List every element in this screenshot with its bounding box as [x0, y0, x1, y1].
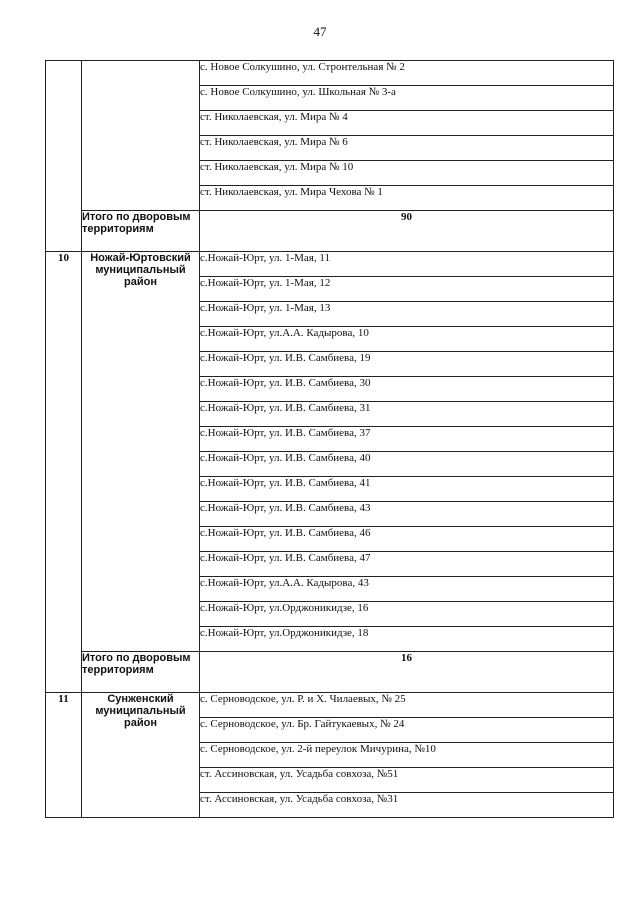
address-cell: с.Ножай-Юрт, ул. 1-Мая, 13 — [200, 302, 614, 327]
table-body — [46, 61, 614, 818]
address-cell: с.Ножай-Юрт, ул. И.В. Самбиева, 31 — [200, 402, 614, 427]
address-cell: с.Ножай-Юрт, ул. И.В. Самбиева, 30 — [200, 377, 614, 402]
address-cell: с.Ножай-Юрт, ул. И.В. Самбиева, 40 — [200, 452, 614, 477]
address-cell: с. Серноводское, ул. 2-й переулок Мичурина, №10 — [200, 743, 614, 768]
district-cell — [82, 61, 200, 211]
table-row — [46, 693, 614, 718]
number-cell — [46, 61, 82, 252]
total-row — [46, 211, 614, 252]
address-cell: с. Серноводское, ул. Бр. Гайтукаевых, № 24 — [200, 718, 614, 743]
address-cell: с.Ножай-Юрт, ул.А.А. Кадырова, 10 — [200, 327, 614, 352]
total-label: Итого по дворовым территориям — [82, 211, 200, 252]
table-row — [46, 252, 614, 277]
address-cell: с.Ножай-Юрт, ул. И.В. Самбиева, 37 — [200, 427, 614, 452]
row-number: 10 — [46, 252, 82, 693]
address-cell: ст. Николаевская, ул. Мира № 6 — [200, 136, 614, 161]
address-cell: с.Ножай-Юрт, ул. 1-Мая, 11 — [200, 252, 614, 277]
address-cell: ст. Николаевская, ул. Мира № 4 — [200, 111, 614, 136]
address-cell: с.Ножай-Юрт, ул. И.В. Самбиева, 41 — [200, 477, 614, 502]
address-cell: ст. Ассиновская, ул. Усадьба совхоза, №51 — [200, 768, 614, 793]
district-name: Ножай-Юртовский муниципальный район — [82, 252, 200, 652]
address-cell: с.Ножай-Юрт, ул. 1-Мая, 12 — [200, 277, 614, 302]
total-value: 90 — [200, 211, 614, 252]
address-cell: с.Ножай-Юрт, ул.А.А. Кадырова, 43 — [200, 577, 614, 602]
total-value: 16 — [200, 652, 614, 693]
address-table — [45, 60, 614, 818]
address-cell: с.Ножай-Юрт, ул. И.В. Самбиева, 47 — [200, 552, 614, 577]
address-cell: с.Ножай-Юрт, ул. И.В. Самбиева, 43 — [200, 502, 614, 527]
row-number: 11 — [46, 693, 82, 818]
address-cell: с. Серноводское, ул. Р. и Х. Чилаевых, № 25 — [200, 693, 614, 718]
total-label: Итого по дворовым территориям — [82, 652, 200, 693]
address-cell: ст. Николаевская, ул. Мира Чехова № 1 — [200, 186, 614, 211]
total-row — [46, 652, 614, 693]
address-cell: с.Ножай-Юрт, ул.Орджоникидзе, 16 — [200, 602, 614, 627]
address-cell: с.Ножай-Юрт, ул.Орджоникидзе, 18 — [200, 627, 614, 652]
page-number: 47 — [313, 24, 327, 39]
table-row — [46, 61, 614, 86]
address-cell: с.Ножай-Юрт, ул. И.В. Самбиева, 46 — [200, 527, 614, 552]
district-name: Сунженский муниципальный район — [82, 693, 200, 818]
address-cell: ст. Ассиновская, ул. Усадьба совхоза, №31 — [200, 793, 614, 818]
address-cell: с.Ножай-Юрт, ул. И.В. Самбиева, 19 — [200, 352, 614, 377]
address-cell: с. Новое Солкушино, ул. Школьная № 3-а — [200, 86, 614, 111]
address-cell: с. Новое Солкушино, ул. Стронтельная № 2 — [200, 61, 614, 86]
address-cell: ст. Николаевская, ул. Мира № 10 — [200, 161, 614, 186]
